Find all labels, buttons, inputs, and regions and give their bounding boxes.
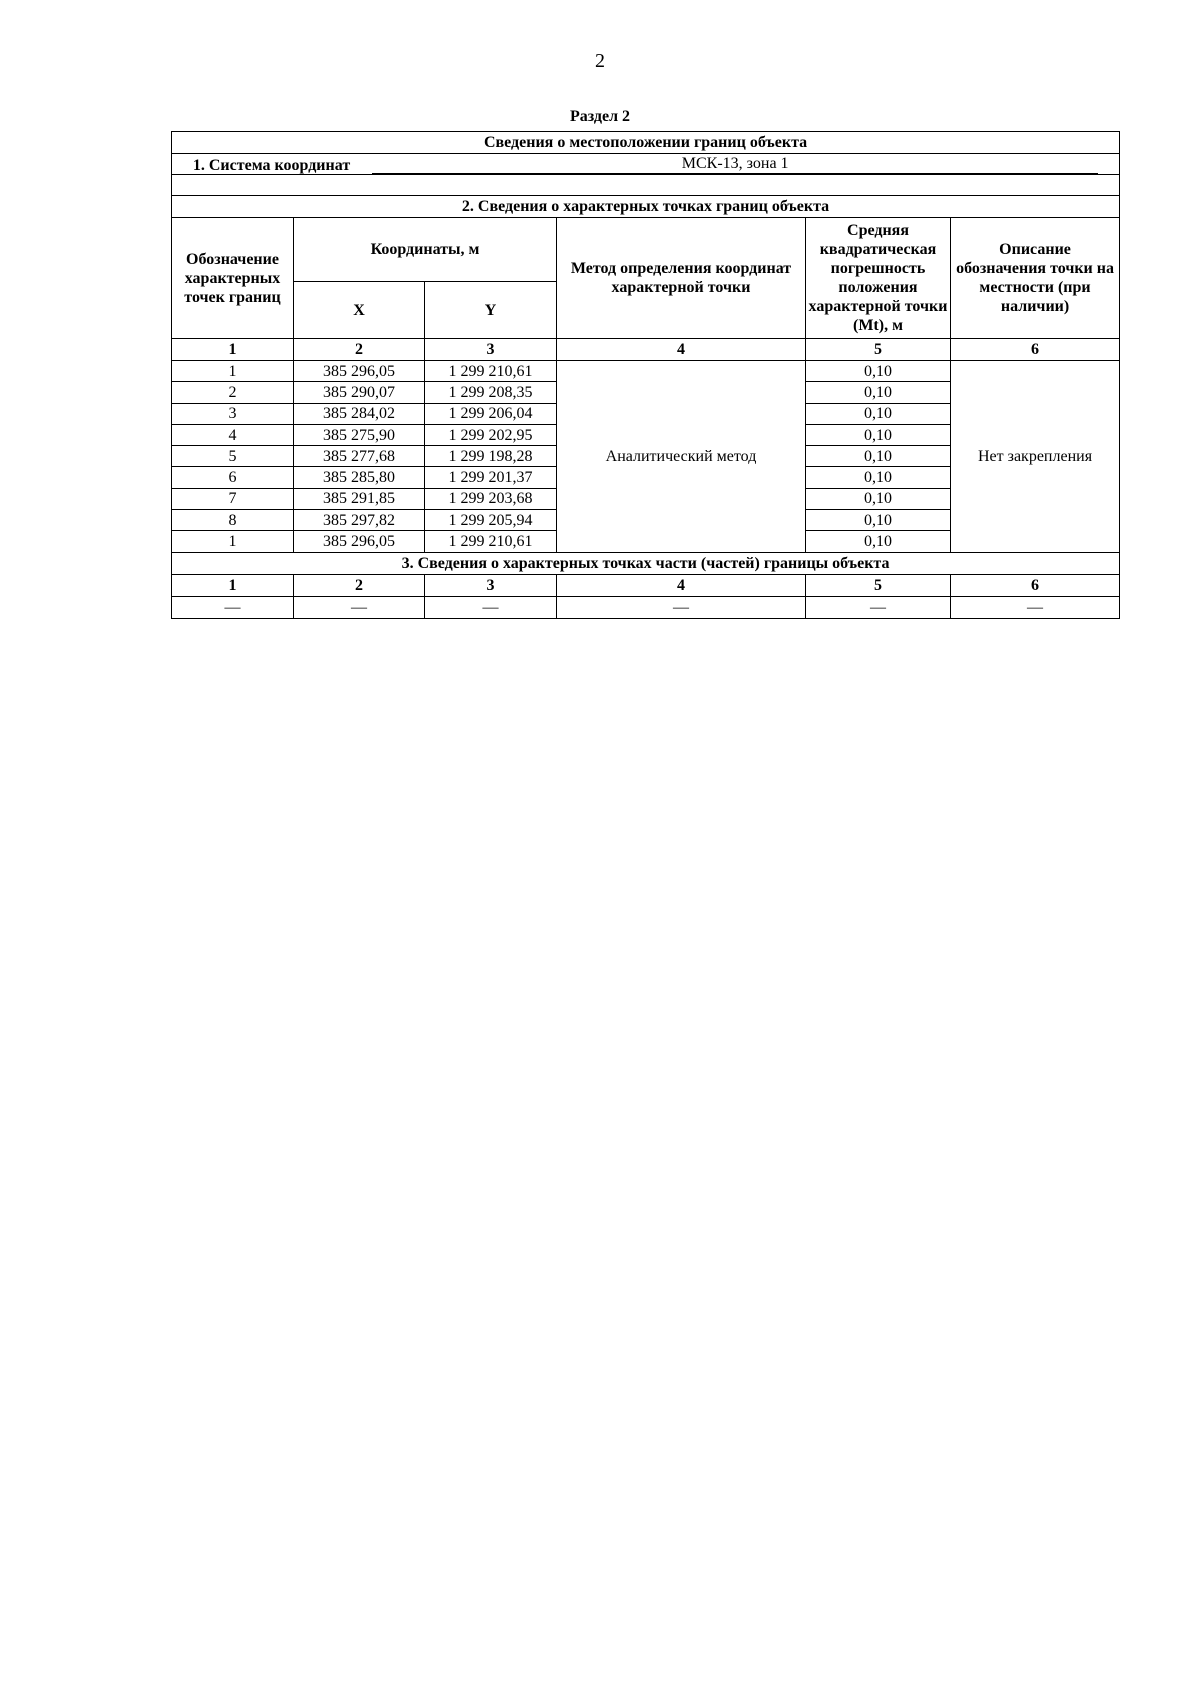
parts-column-number-3: 3 <box>425 574 557 596</box>
coord-x: 385 296,05 <box>294 531 425 552</box>
parts-cell: — <box>951 596 1120 618</box>
column-number-2: 2 <box>294 339 425 361</box>
coord-system-row <box>172 154 1120 175</box>
mt-value: 0,10 <box>806 403 951 424</box>
mt-value: 0,10 <box>806 424 951 445</box>
point-number: 8 <box>172 510 294 531</box>
coord-y: 1 299 203,68 <box>425 488 557 509</box>
parts-title-row <box>172 552 1120 574</box>
mt-value: 0,10 <box>806 382 951 403</box>
point-number: 3 <box>172 403 294 424</box>
parts-row <box>172 596 1120 618</box>
parts-column-number-6: 6 <box>951 574 1120 596</box>
header-coordinates: Координаты, м <box>294 218 557 282</box>
mt-value: 0,10 <box>806 467 951 488</box>
coord-x: 385 290,07 <box>294 382 425 403</box>
point-number: 2 <box>172 382 294 403</box>
column-number-3: 3 <box>425 339 557 361</box>
parts-column-number-1: 1 <box>172 574 294 596</box>
mark-description: Нет закрепления <box>951 361 1120 553</box>
boundary-table <box>171 131 1120 619</box>
column-number-1: 1 <box>172 339 294 361</box>
blank-row <box>172 175 1120 196</box>
points-title: 2. Сведения о характерных точках границ объекта <box>172 196 1120 218</box>
coord-x: 385 275,90 <box>294 424 425 445</box>
mt-value: 0,10 <box>806 510 951 531</box>
parts-column-number-5: 5 <box>806 574 951 596</box>
coord-system-label: 1. Система координат <box>192 156 351 174</box>
header-point-designation: Обозначение характерных точек границ <box>172 218 294 339</box>
parts-cell: — <box>172 596 294 618</box>
point-number: 1 <box>172 531 294 552</box>
parts-title: 3. Сведения о характерных точках части (частей) границы объекта <box>172 552 1120 574</box>
method-value: Аналитический метод <box>557 361 806 553</box>
coord-y: 1 299 210,61 <box>425 531 557 552</box>
parts-cell: — <box>294 596 425 618</box>
point-number: 4 <box>172 424 294 445</box>
page-number: 2 <box>595 50 605 72</box>
point-number: 1 <box>172 361 294 382</box>
coord-x: 385 277,68 <box>294 446 425 467</box>
column-number-5: 5 <box>806 339 951 361</box>
table-title: Сведения о местоположении границ объекта <box>172 132 1120 154</box>
coord-x: 385 297,82 <box>294 510 425 531</box>
coord-y: 1 299 205,94 <box>425 510 557 531</box>
column-number-6: 6 <box>951 339 1120 361</box>
point-number: 7 <box>172 488 294 509</box>
coord-x: 385 284,02 <box>294 403 425 424</box>
parts-cell: — <box>425 596 557 618</box>
header-y: Y <box>425 282 557 339</box>
parts-cell: — <box>557 596 806 618</box>
coord-system-value: МСК-13, зона 1 <box>372 155 1098 174</box>
coord-y: 1 299 198,28 <box>425 446 557 467</box>
mt-value: 0,10 <box>806 361 951 382</box>
coord-x: 385 296,05 <box>294 361 425 382</box>
parts-column-number-2: 2 <box>294 574 425 596</box>
point-number: 6 <box>172 467 294 488</box>
coord-y: 1 299 208,35 <box>425 382 557 403</box>
header-error: Средняя квадратическая погрешность положения характерной точки (Mt), м <box>806 218 951 339</box>
parts-column-number-4: 4 <box>557 574 806 596</box>
coord-x: 385 285,80 <box>294 467 425 488</box>
mt-value: 0,10 <box>806 488 951 509</box>
parts-column-numbers-row <box>172 574 1120 596</box>
coord-y: 1 299 206,04 <box>425 403 557 424</box>
coord-y: 1 299 202,95 <box>425 424 557 445</box>
header-description: Описание обозначения точки на местности (при наличии) <box>951 218 1120 339</box>
coord-y: 1 299 201,37 <box>425 467 557 488</box>
coord-y: 1 299 210,61 <box>425 361 557 382</box>
column-numbers-row <box>172 339 1120 361</box>
parts-cell: — <box>806 596 951 618</box>
mt-value: 0,10 <box>806 531 951 552</box>
mt-value: 0,10 <box>806 446 951 467</box>
header-method: Метод определения координат характерной точки <box>557 218 806 339</box>
column-number-4: 4 <box>557 339 806 361</box>
header-x: X <box>294 282 425 339</box>
table-row <box>172 361 1120 382</box>
point-number: 5 <box>172 446 294 467</box>
section-title: Раздел 2 <box>569 108 631 125</box>
coord-x: 385 291,85 <box>294 488 425 509</box>
